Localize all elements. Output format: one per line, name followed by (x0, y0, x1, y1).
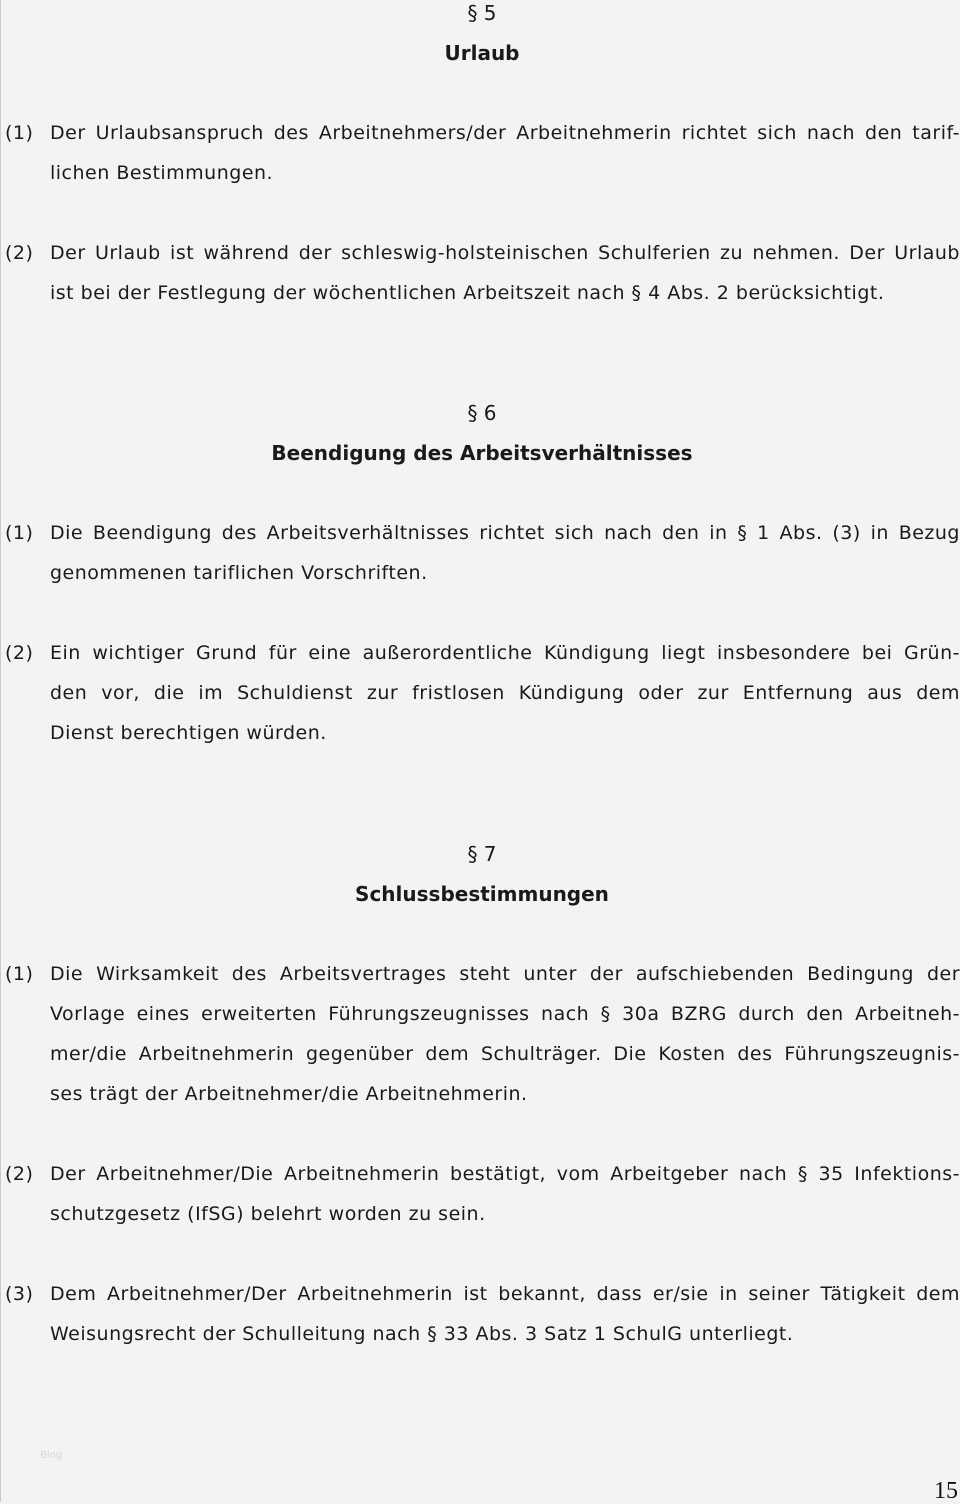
section-6-para-2-line-3: Dienst berechtigen würden. (50, 722, 327, 744)
section-6-para-1-line-2: genommenen tariflichen Vorschriften. (50, 562, 428, 584)
section-7-para-2-number: (2) (5, 1163, 34, 1185)
section-6-para-2-line-2: den vor, die im Schuldienst zur fristlosen Kündigung oder zur Entfernung aus dem (50, 682, 960, 704)
section-7-number: § 7 (467, 842, 497, 866)
section-6-para-2-number: (2) (5, 642, 34, 664)
section-7-title: Schlussbestimmungen (355, 882, 609, 906)
section-5-para-1-number: (1) (5, 122, 34, 144)
section-6-para-2-line-1: Ein wichtiger Grund für eine außerordentliche Kündigung liegt insbesondere bei Grün- (50, 642, 960, 664)
section-6-title: Beendigung des Arbeitsverhältnisses (271, 441, 693, 465)
section-7-para-3-number: (3) (5, 1283, 34, 1305)
section-5-para-2-number: (2) (5, 242, 34, 264)
section-5-para-1-line-1: Der Urlaubsanspruch des Arbeitnehmers/der Arbeitnehmerin richtet sich nach den tarif- (50, 122, 960, 144)
section-5-number: § 5 (467, 1, 497, 25)
section-7-para-3-line-2: Weisungsrecht der Schulleitung nach § 33 Abs. 3 Satz 1 SchulG unterliegt. (50, 1323, 794, 1345)
section-7-para-1-line-4: ses trägt der Arbeitnehmer/die Arbeitnehmerin. (50, 1083, 528, 1105)
section-7-para-3-line-1: Dem Arbeitnehmer/Der Arbeitnehmerin ist bekannt, dass er/sie in seiner Tätigkeit dem (50, 1283, 960, 1305)
section-5-title: Urlaub (444, 41, 520, 65)
section-5-para-1-line-2: lichen Bestimmungen. (50, 162, 274, 184)
section-6-number: § 6 (467, 401, 497, 425)
page-left-edge (0, 0, 1, 1502)
section-7-para-2-line-2: schutzgesetz (IfSG) belehrt worden zu sein. (50, 1203, 486, 1225)
section-7-para-1-line-3: mer/die Arbeitnehmerin gegenüber dem Schulträger. Die Kosten des Führungszeugnis- (50, 1043, 960, 1065)
watermark: Blog (40, 1450, 63, 1461)
page-number: 15 (934, 1478, 958, 1504)
section-7-para-1-line-1: Die Wirksamkeit des Arbeitsvertrages steht unter der aufschiebenden Bedingung der (50, 963, 960, 985)
section-7-para-1-number: (1) (5, 963, 34, 985)
section-6-para-1-number: (1) (5, 522, 34, 544)
section-7-para-2-line-1: Der Arbeitnehmer/Die Arbeitnehmerin bestätigt, vom Arbeitgeber nach § 35 Infektions- (50, 1163, 960, 1185)
section-5-para-2-line-2: ist bei der Festlegung der wöchentlichen Arbeitszeit nach § 4 Abs. 2 berücksichtigt. (50, 282, 885, 304)
section-7-para-1-line-2: Vorlage eines erweiterten Führungszeugnisses nach § 30a BZRG durch den Arbeitneh- (50, 1003, 960, 1025)
section-5-para-2-line-1: Der Urlaub ist während der schleswig-holsteinischen Schulferien zu nehmen. Der Urlaub (50, 242, 960, 264)
section-6-para-1-line-1: Die Beendigung des Arbeitsverhältnisses richtet sich nach den in § 1 Abs. (3) in Bezug (50, 522, 960, 544)
